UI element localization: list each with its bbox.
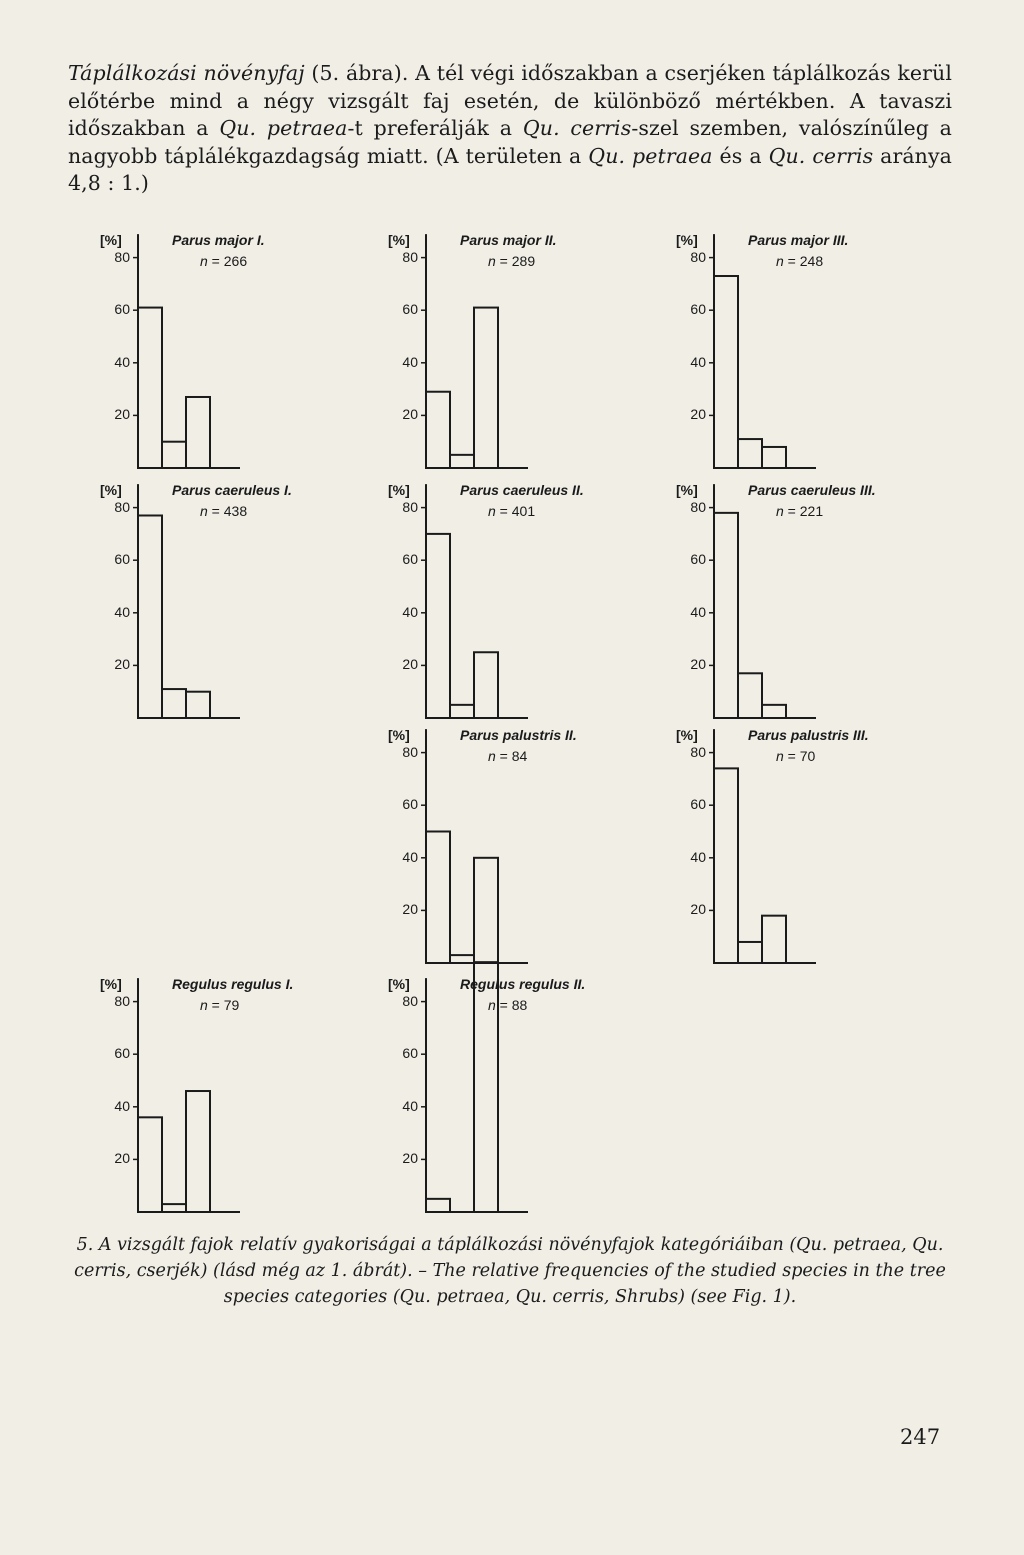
y-tick-label-60: 60 [114, 301, 130, 318]
chart-svg [386, 982, 636, 1222]
y-tick-label-20: 20 [114, 656, 130, 673]
bar-qu-cerris [738, 942, 762, 963]
y-tick-label-60: 60 [402, 301, 418, 318]
caption-english: The relative frequencies of the studied species in the tree species categories (Qu. petraea, Qu. cerris, Shrubs) (see Fig. 1). [223, 1261, 946, 1307]
y-tick-label-60: 60 [690, 301, 706, 318]
figure-caption [70, 1232, 950, 1310]
intro-text-4: -t preferálják a [347, 116, 523, 141]
chart-parus-palustris-ii [386, 726, 636, 973]
y-tick-label-40: 40 [690, 603, 706, 620]
chart-svg [386, 488, 636, 728]
y-tick-label-40: 40 [114, 1097, 130, 1114]
chart-title: Parus major I. [172, 231, 265, 248]
intro-text-10: aránya 4,8 : 1.) [68, 143, 952, 196]
sample-size-label: n = 79 [200, 996, 240, 1013]
chart-parus-caeruleus-ii [386, 481, 636, 728]
bar-qu-petraea [714, 768, 738, 963]
bar-qu-cerris [738, 673, 762, 718]
y-tick-label-20: 20 [114, 406, 130, 423]
bar-shrubs [186, 692, 210, 718]
bar-shrubs [762, 447, 786, 468]
chart-parus-palustris-iii [674, 726, 924, 973]
y-tick-label-80: 80 [114, 992, 130, 1009]
chart-regulus-regulus-i [98, 975, 348, 1222]
intro-text-2: (5. ábra). A tél végi időszakban a cserjéken táplálkozás kerül előtérbe mind a négy vizsgált faj esetén, de különböző mértékben. A tavaszi időszakban a [68, 61, 952, 141]
chart-svg [98, 982, 348, 1222]
y-unit-label: [%] [676, 726, 698, 743]
chart-title: Parus major II. [460, 231, 557, 248]
page-number: 247 [900, 1425, 941, 1449]
chart-title: Regulus regulus I. [172, 975, 294, 992]
bar-qu-cerris [162, 442, 186, 468]
sample-size-label: n = 438 [200, 502, 248, 519]
sample-size-label: n = 248 [776, 252, 824, 269]
bar-qu-petraea [714, 276, 738, 468]
bar-qu-cerris [450, 455, 474, 468]
sample-size-label: n = 266 [200, 252, 248, 269]
chart-regulus-regulus-ii [386, 975, 636, 1222]
chart-svg [674, 733, 924, 973]
y-tick-label-60: 60 [114, 1045, 130, 1062]
y-tick-label-40: 40 [114, 353, 130, 370]
y-tick-label-80: 80 [402, 992, 418, 1009]
caption-hungarian: 5. A vizsgált fajok relatív gyakoriságai a táplálkozási növényfajok kategóriáiban (Qu. petraea, Qu. cerris, cserjék) (lásd még az 1. ábrát). [74, 1235, 944, 1281]
y-tick-label-60: 60 [690, 551, 706, 568]
bar-qu-petraea [426, 832, 450, 964]
y-tick-label-40: 40 [402, 353, 418, 370]
bar-qu-petraea [426, 392, 450, 468]
y-tick-label-20: 20 [402, 901, 418, 918]
y-tick-label-20: 20 [402, 1150, 418, 1167]
chart-svg [386, 733, 636, 973]
bar-qu-petraea [138, 1117, 162, 1212]
y-unit-label: [%] [676, 481, 698, 498]
y-tick-label-20: 20 [690, 901, 706, 918]
chart-parus-caeruleus-iii [674, 481, 924, 728]
y-tick-label-80: 80 [690, 248, 706, 265]
sample-size-label: n = 84 [488, 747, 528, 764]
chart-svg [674, 488, 924, 728]
y-unit-label: [%] [100, 975, 122, 992]
bar-qu-petraea [426, 1199, 450, 1212]
chart-parus-major-i [98, 231, 348, 478]
bar-shrubs [474, 652, 498, 718]
y-tick-label-20: 20 [402, 406, 418, 423]
chart-title: Regulus regulus II. [460, 975, 586, 992]
y-tick-label-80: 80 [690, 498, 706, 515]
y-unit-label: [%] [388, 975, 410, 992]
caption-dash: – [412, 1261, 433, 1281]
intro-italic-3: Qu. petraea [219, 116, 348, 141]
sample-size-label: n = 88 [488, 996, 528, 1013]
y-tick-label-80: 80 [402, 248, 418, 265]
y-tick-label-40: 40 [690, 353, 706, 370]
chart-svg [386, 238, 636, 478]
chart-title: Parus caeruleus I. [172, 481, 292, 498]
bar-shrubs [762, 705, 786, 718]
sample-size-label: n = 401 [488, 502, 536, 519]
y-tick-label-80: 80 [114, 498, 130, 515]
bar-qu-petraea [714, 513, 738, 718]
y-tick-label-60: 60 [690, 796, 706, 813]
y-unit-label: [%] [100, 231, 122, 248]
y-tick-label-40: 40 [402, 603, 418, 620]
chart-parus-major-ii [386, 231, 636, 478]
chart-title: Parus palustris II. [460, 726, 577, 743]
intro-italic-9: Qu. cerris [768, 143, 874, 168]
bar-shrubs [762, 916, 786, 963]
chart-svg [98, 488, 348, 728]
chart-title: Parus palustris III. [748, 726, 869, 743]
sample-size-label: n = 289 [488, 252, 536, 269]
y-tick-label-40: 40 [402, 1097, 418, 1114]
chart-svg [98, 238, 348, 478]
y-tick-label-60: 60 [402, 1045, 418, 1062]
bar-qu-petraea [138, 515, 162, 718]
y-tick-label-80: 80 [114, 248, 130, 265]
y-tick-label-20: 20 [690, 406, 706, 423]
y-tick-label-40: 40 [402, 848, 418, 865]
y-tick-label-80: 80 [402, 498, 418, 515]
intro-italic-1: Táplálkozási növényfaj [68, 61, 305, 85]
y-unit-label: [%] [676, 231, 698, 248]
y-unit-label: [%] [388, 231, 410, 248]
chart-parus-major-iii [674, 231, 924, 478]
bar-qu-cerris [738, 439, 762, 468]
intro-italic-5: Qu. cerris [522, 116, 632, 141]
y-tick-label-40: 40 [114, 603, 130, 620]
bar-qu-cerris [162, 689, 186, 718]
y-tick-label-60: 60 [402, 551, 418, 568]
bar-shrubs [186, 1091, 210, 1212]
y-tick-label-60: 60 [114, 551, 130, 568]
intro-text-8: és a [712, 143, 769, 168]
bar-qu-petraea [138, 308, 162, 468]
y-tick-label-20: 20 [402, 656, 418, 673]
chart-title: Parus caeruleus II. [460, 481, 584, 498]
y-tick-label-40: 40 [690, 848, 706, 865]
y-unit-label: [%] [388, 726, 410, 743]
bar-qu-cerris [450, 705, 474, 718]
sample-size-label: n = 70 [776, 747, 816, 764]
bar-shrubs [474, 308, 498, 468]
bar-qu-cerris [162, 1204, 186, 1212]
chart-title: Parus major III. [748, 231, 849, 248]
y-tick-label-80: 80 [402, 743, 418, 760]
bar-qu-petraea [426, 534, 450, 718]
intro-paragraph [68, 60, 952, 198]
chart-svg [674, 238, 924, 478]
intro-italic-7: Qu. petraea [588, 143, 713, 168]
sample-size-label: n = 221 [776, 502, 824, 519]
bar-qu-cerris [450, 955, 474, 963]
y-tick-label-80: 80 [690, 743, 706, 760]
y-tick-label-60: 60 [402, 796, 418, 813]
y-tick-label-20: 20 [114, 1150, 130, 1167]
y-tick-label-20: 20 [690, 656, 706, 673]
y-unit-label: [%] [100, 481, 122, 498]
chart-title: Parus caeruleus III. [748, 481, 876, 498]
intro-text-6: -szel szemben, valószínűleg a nagyobb táplálékgazdagság miatt. (A területen a [68, 116, 952, 168]
y-unit-label: [%] [388, 481, 410, 498]
bar-shrubs [474, 858, 498, 963]
bar-shrubs [186, 397, 210, 468]
chart-parus-caeruleus-i [98, 481, 348, 728]
